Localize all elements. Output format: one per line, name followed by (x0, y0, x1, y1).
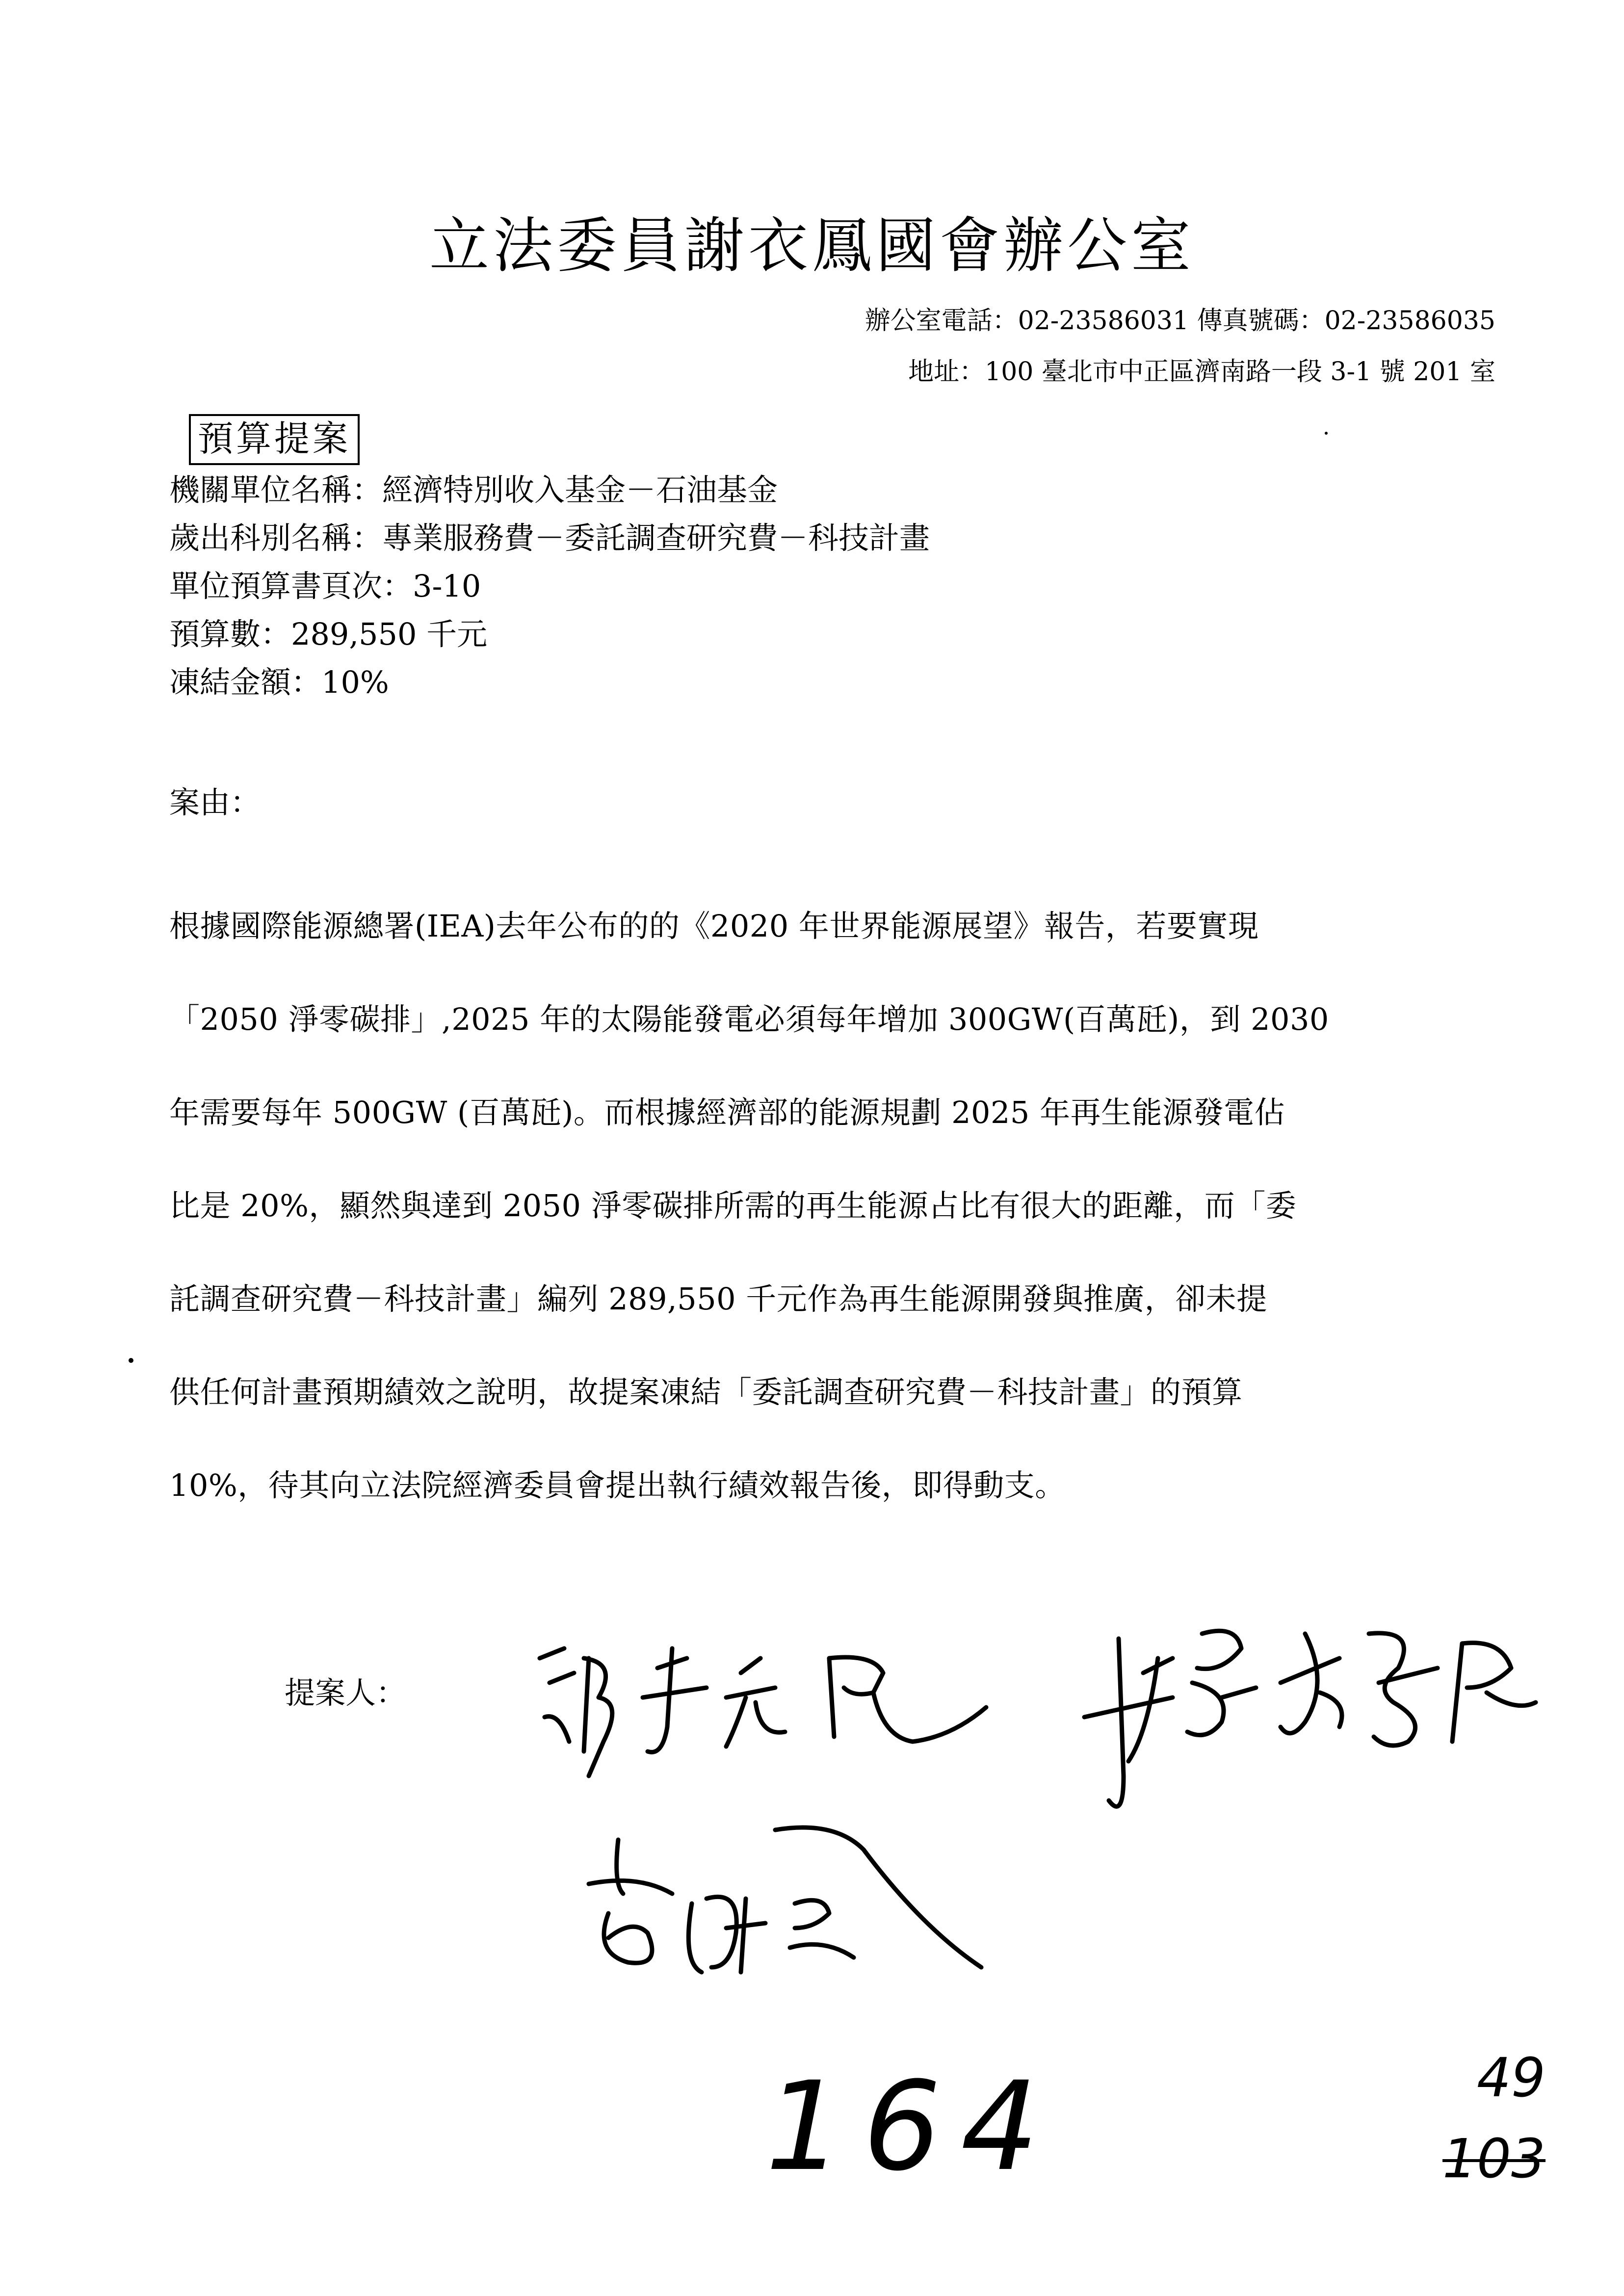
signature-1 (530, 1629, 1021, 1791)
reason-body (169, 880, 1499, 1532)
signature-2 (1074, 1614, 1545, 1840)
freeze-amount: 凍結金額：10% (169, 664, 389, 700)
office-title: 立法委員謝衣鳳國會辦公室 (429, 211, 1195, 281)
body-line: 比是 20%，顯然與達到 2050 淨零碳排所需的再生能源占比有很大的距離，而「委 (169, 1188, 1297, 1224)
proposer-label: 提案人： (285, 1675, 407, 1711)
body-line: 「2050 淨零碳排」,2025 年的太陽能發電必須每年增加 300GW(百萬瓩)，到 2030 (169, 1001, 1329, 1037)
body-line: 根據國際能源總署(IEA)去年公布的的《2020 年世界能源展望》報告，若要實現 (169, 908, 1259, 944)
reason-label: 案由： (169, 784, 261, 820)
budget-proposal-label: 預算提案 (189, 414, 360, 465)
budget-page-reference: 單位預算書頁次：3-10 (169, 568, 481, 604)
expense-item-name: 歲出科別名稱：專業服務費－委託調查研究費－科技計畫 (169, 520, 930, 556)
body-line: 10%，待其向立法院經濟委員會提出執行績效報告後，即得動支。 (169, 1467, 1066, 1503)
agency-name: 機關單位名稱：經濟特別收入基金－石油基金 (169, 472, 778, 508)
budget-amount: 預算數：289,550 千元 (169, 616, 488, 652)
scan-speck (1325, 432, 1328, 435)
contact-phone-fax: 辦公室電話：02-23586031 傳真號碼：02-23586035 (864, 306, 1495, 336)
signature-3 (579, 1810, 1001, 2007)
body-line: 年需要每年 500GW (百萬瓩)。而根據經濟部的能源規劃 2025 年再生能源發電佔 (169, 1095, 1285, 1130)
scan-speck (129, 1358, 133, 1363)
body-line: 供任何計畫預期績效之說明，故提案凍結「委託調查研究費－科技計畫」的預算 (169, 1374, 1243, 1410)
contact-address: 地址：100 臺北市中正區濟南路一段 3-1 號 201 室 (908, 357, 1495, 387)
body-line: 託調查研究費－科技計畫」編列 289,550 千元作為再生能源開發與推廣，卻未提 (169, 1281, 1267, 1317)
corner-page-number: 49 (1477, 2046, 1545, 2109)
proposal-metadata (169, 466, 930, 706)
corner-struck-number: 103 (1442, 2127, 1545, 2190)
page-number: 164 (765, 2055, 1059, 2198)
